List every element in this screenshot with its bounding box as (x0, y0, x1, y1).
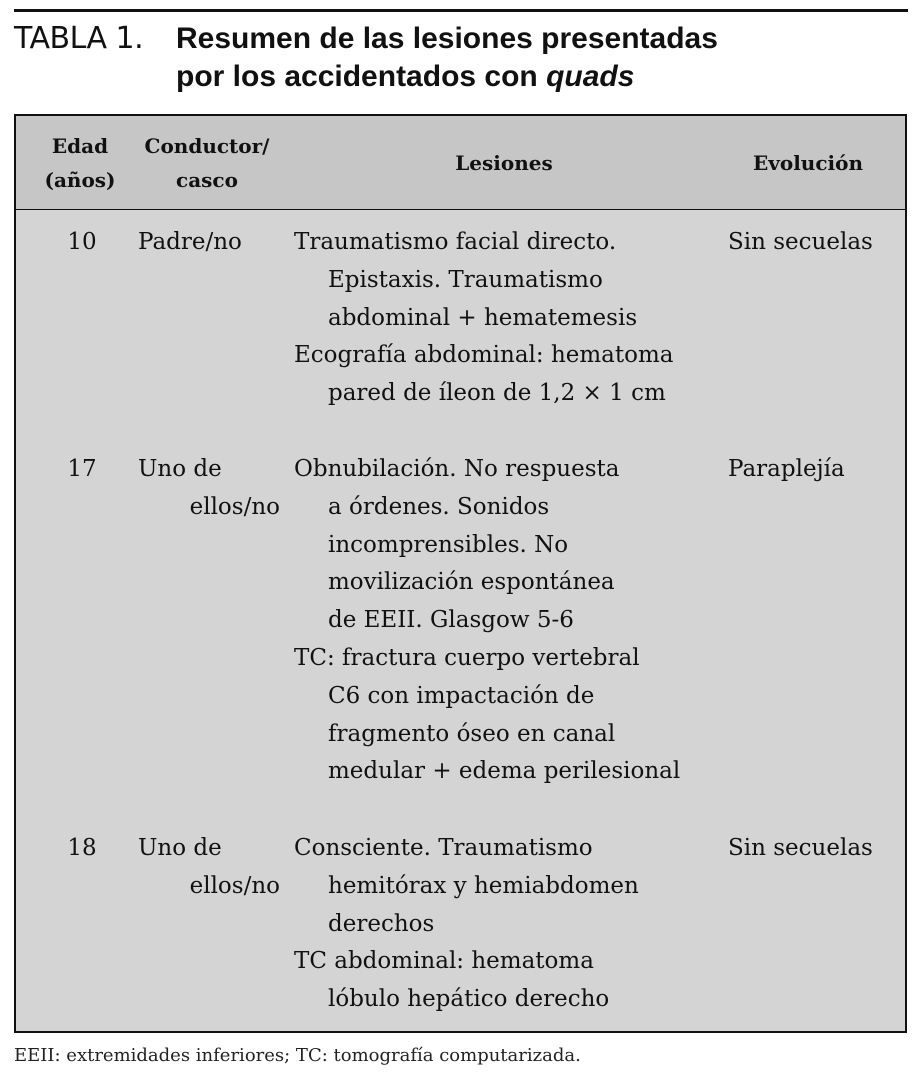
driver-helmet-line-1: Uno de (138, 835, 222, 861)
table-title (176, 20, 718, 96)
table-title-prefix: por los accidentados con (176, 60, 547, 93)
table-label: TABLA 1. (14, 21, 144, 56)
driver-helmet-line-2: ellos/no (189, 872, 280, 899)
injury-line: hemitórax y hemiabdomen (328, 872, 639, 899)
injury-entry (294, 640, 724, 791)
footnote: EEII: extremidades inferiores; TC: tomografía computarizada. (14, 1045, 581, 1066)
driver-helmet-cell (138, 451, 280, 527)
header-evolution-text: Evolución (753, 151, 863, 175)
evolution-cell: Sin secuelas (728, 835, 873, 861)
header-injuries (294, 116, 714, 210)
injuries-cell (294, 451, 724, 791)
injury-entry (294, 943, 724, 1019)
table-title-italic: quads (546, 60, 635, 93)
header-driver-line-2: casco (176, 168, 238, 192)
injury-line: lóbulo hepático derecho (328, 986, 610, 1013)
injury-line: C6 con impactación de (328, 682, 595, 709)
injury-line: Obnubilación. No respuesta (294, 456, 620, 482)
injuries-cell (294, 830, 724, 1019)
injuries-cell (294, 224, 724, 413)
header-driver (134, 116, 280, 210)
driver-helmet-cell (138, 830, 280, 906)
evolution-cell: Paraplejía (728, 456, 845, 482)
injury-line: pared de íleon de 1,2 × 1 cm (328, 380, 666, 407)
injury-line: de EEII. Glasgow 5-6 (328, 607, 574, 634)
injury-line: TC abdominal: hematoma (294, 948, 594, 975)
table-title-line-1: Resumen de las lesiones presentadas (176, 22, 718, 55)
driver-helmet-line-1: Uno de (138, 456, 222, 482)
injury-entry (294, 830, 724, 943)
injury-line: a órdenes. Sonidos (328, 493, 550, 520)
injury-line: Consciente. Traumatismo (294, 835, 593, 861)
injury-line: movilización espontánea (328, 569, 615, 596)
age-cell: 18 (67, 835, 97, 861)
driver-helmet-cell (138, 224, 280, 262)
injury-entry (294, 224, 724, 337)
header-driver-line-1: Conductor/ (144, 134, 270, 158)
injury-line: derechos (328, 910, 435, 937)
table-title-line-2 (176, 58, 718, 96)
injury-line: Ecografía abdominal: hematoma (294, 342, 674, 369)
driver-helmet-line-2: ellos/no (189, 493, 280, 520)
injury-line: medular + edema perilesional (328, 758, 681, 785)
age-cell: 17 (67, 456, 97, 482)
injury-line: Traumatismo facial directo. (294, 229, 617, 255)
header-evolution (728, 116, 888, 210)
table-header (16, 116, 905, 210)
header-age-line-1: Edad (51, 134, 109, 158)
header-injuries-text: Lesiones (455, 151, 553, 175)
injury-table (14, 114, 907, 1033)
top-rule (14, 9, 908, 12)
header-age-line-2: (años) (44, 168, 116, 192)
driver-helmet-line-1: Padre/no (138, 229, 242, 255)
injury-entry (294, 337, 724, 413)
injury-line: TC: fractura cuerpo vertebral (294, 644, 640, 671)
injury-entry (294, 451, 724, 640)
age-cell: 10 (67, 229, 97, 255)
injury-line: abdominal + hematemesis (328, 304, 638, 331)
evolution-cell: Sin secuelas (728, 229, 873, 255)
injury-line: Epistaxis. Traumatismo (328, 266, 603, 293)
injury-line: fragmento óseo en canal (328, 720, 616, 747)
injury-line: incomprensibles. No (328, 531, 569, 558)
header-age (32, 116, 128, 210)
